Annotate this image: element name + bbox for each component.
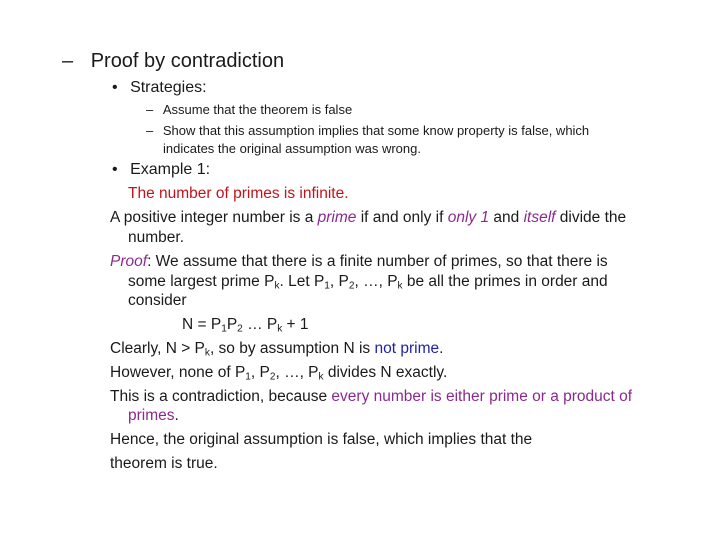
- strategy-item-text: Assume that the theorem is false: [162, 102, 353, 117]
- contradiction-line-2: primes.: [128, 407, 179, 424]
- example-label-line: [112, 161, 210, 179]
- term-only-1: only 1: [447, 209, 490, 226]
- conclusion-line-2: theorem is true.: [110, 455, 218, 472]
- heading: [62, 50, 284, 73]
- strategy-item-2-continued: indicates the original assumption was wrong.: [163, 141, 421, 156]
- strategies-bullet: •: [112, 79, 118, 96]
- heading-text: Proof by contradiction: [90, 50, 285, 72]
- contradiction-line-1: This is a contradiction, because every number is either prime or a product of: [110, 388, 633, 405]
- definition-line-2: number.: [128, 229, 185, 246]
- proof-line-1: Proof: We assume that there is a finite number of primes, so that there is: [110, 253, 608, 270]
- conclusion-line-1: Hence, the original assumption is false, which implies that the: [110, 431, 533, 448]
- contradiction-highlight: every number is either prime or a product of: [331, 388, 633, 405]
- not-prime-highlight: not prime: [374, 340, 440, 357]
- definition-line-1: A positive integer number is a prime if and only if only 1 and itself divide the: [110, 209, 627, 226]
- theorem-statement: The number of primes is infinite.: [128, 185, 349, 202]
- strategy-item-bullet: –: [146, 123, 154, 138]
- example-bullet: •: [112, 161, 118, 178]
- strategies-label: Strategies:: [130, 79, 207, 96]
- however-line: However, none of $P_1$, $P_2$, …, $P_k$ divides N exactly.: [110, 364, 448, 383]
- strategy-item-2: [146, 123, 589, 138]
- term-itself: itself: [523, 209, 556, 226]
- strategy-item-text: Show that this assumption implies that some know property is false, which: [162, 123, 590, 138]
- strategy-item-1: [146, 102, 352, 117]
- strategy-item-bullet: –: [146, 102, 154, 117]
- equation: $N = P_1P_2$ … $P_k + 1$: [182, 316, 309, 335]
- proof-line-2: some largest prime $P_k$. Let $P_1$, $P_2$, …, $P_k$ be all the primes in order and: [128, 273, 608, 292]
- example-label: Example 1:: [130, 161, 211, 178]
- strategies-label-line: [112, 79, 207, 97]
- heading-bullet: –: [62, 50, 74, 72]
- proof-line-3: consider: [128, 292, 187, 309]
- proof-label: Proof: [110, 253, 148, 270]
- term-prime: prime: [317, 209, 357, 226]
- clearly-line: Clearly, $N > P_k$, so by assumption N is not prime.: [110, 340, 444, 359]
